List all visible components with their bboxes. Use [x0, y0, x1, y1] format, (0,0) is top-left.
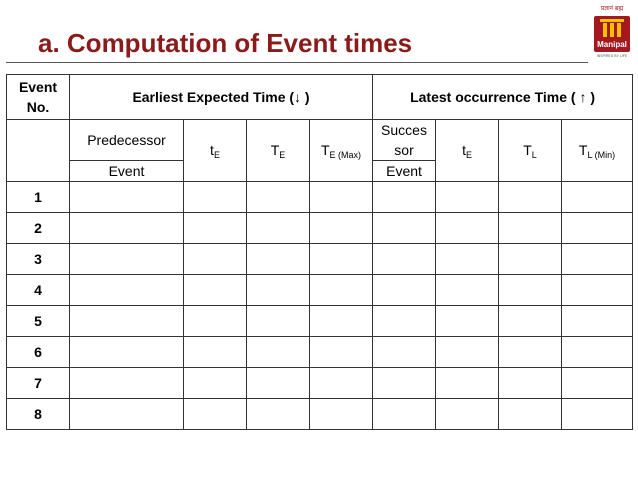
- event-number-cell: 4: [7, 275, 70, 306]
- table-row: [7, 244, 633, 275]
- table-cell: [499, 182, 562, 213]
- table-cell: [562, 337, 633, 368]
- table-cell: [499, 306, 562, 337]
- TE-max-header: $T_{E (Max)}$: [310, 120, 373, 182]
- table-cell: [70, 399, 184, 430]
- table-cell: [436, 337, 499, 368]
- event-no-sub-cell: [7, 120, 70, 182]
- table-cell: [373, 399, 436, 430]
- table-row: [7, 337, 633, 368]
- table-cell: [247, 306, 310, 337]
- table-cell: [499, 337, 562, 368]
- table-cell: [436, 399, 499, 430]
- table-cell: [70, 368, 184, 399]
- table-cell: [184, 213, 247, 244]
- table-cell: [310, 244, 373, 275]
- table-cell: [436, 368, 499, 399]
- table-cell: [70, 337, 184, 368]
- predecessor-event-label: Event: [70, 161, 184, 182]
- table-cell: [562, 368, 633, 399]
- table-cell: [310, 182, 373, 213]
- table-cell: [562, 244, 633, 275]
- table-cell: [436, 244, 499, 275]
- event-number-cell: 6: [7, 337, 70, 368]
- table-cell: [436, 213, 499, 244]
- successor-header: Succes sor: [373, 120, 436, 161]
- table-cell: [310, 275, 373, 306]
- table-cell: [436, 182, 499, 213]
- table-cell: [373, 368, 436, 399]
- table-cell: [373, 275, 436, 306]
- table-cell: [310, 213, 373, 244]
- title-divider: [6, 62, 588, 63]
- TL-header: $T_L$: [499, 120, 562, 182]
- event-no-header: Event No.: [7, 75, 70, 120]
- table-cell: [247, 275, 310, 306]
- table-cell: [562, 275, 633, 306]
- table-cell: [499, 244, 562, 275]
- successor-event-label: Event: [373, 161, 436, 182]
- table-cell: [184, 368, 247, 399]
- table-cell: [184, 337, 247, 368]
- table-cell: [310, 306, 373, 337]
- event-number-cell: 1: [7, 182, 70, 213]
- table-cell: [562, 182, 633, 213]
- table-cell: [70, 306, 184, 337]
- manipal-logo: [590, 2, 634, 62]
- table-cell: [70, 213, 184, 244]
- table-cell: [184, 182, 247, 213]
- TE-header: $T_E$: [247, 120, 310, 182]
- logo-emblem-icon: [594, 16, 630, 40]
- event-number-cell: 5: [7, 306, 70, 337]
- table-row: [7, 213, 633, 244]
- logo-brand: Manipal: [597, 40, 627, 49]
- table-cell: [247, 182, 310, 213]
- table-cell: [310, 399, 373, 430]
- table-cell: [247, 337, 310, 368]
- table-cell: [436, 306, 499, 337]
- table-cell: [373, 213, 436, 244]
- tE-header: $t_E$: [184, 120, 247, 182]
- table-cell: [499, 399, 562, 430]
- table-cell: [373, 306, 436, 337]
- table-cell: [310, 368, 373, 399]
- table-cell: [562, 399, 633, 430]
- table-cell: [436, 275, 499, 306]
- table-cell: [373, 337, 436, 368]
- table-cell: [562, 306, 633, 337]
- event-times-table: [6, 74, 633, 430]
- table-cell: [562, 213, 633, 244]
- table-cell: [184, 399, 247, 430]
- predecessor-header: Predecessor: [70, 120, 184, 161]
- table-cell: [184, 275, 247, 306]
- event-number-cell: 3: [7, 244, 70, 275]
- TL-min-header: $T_{L (Min)}$: [562, 120, 633, 182]
- table-cell: [247, 399, 310, 430]
- table-row: [7, 306, 633, 337]
- table-row: [7, 275, 633, 306]
- table-cell: [373, 244, 436, 275]
- table-cell: [499, 368, 562, 399]
- logo-tagline: INSPIRED BY LIFE: [596, 54, 628, 58]
- table-cell: [310, 337, 373, 368]
- event-number-cell: 2: [7, 213, 70, 244]
- table-cell: [499, 275, 562, 306]
- latest-occurrence-time-header: Latest occurrence Time ( ↑ ): [373, 75, 633, 120]
- event-number-cell: 8: [7, 399, 70, 430]
- page-title: a. Computation of Event times: [38, 28, 413, 58]
- table-cell: [70, 244, 184, 275]
- event-number-cell: 7: [7, 368, 70, 399]
- table-cell: [247, 368, 310, 399]
- logo-top-text: प्रज्ञानं ब्रह्म: [600, 5, 624, 12]
- tE-latest-header: $t_E$: [436, 120, 499, 182]
- table-row: [7, 182, 633, 213]
- table-row: [7, 399, 633, 430]
- table-cell: [184, 306, 247, 337]
- table-cell: [373, 182, 436, 213]
- table-cell: [70, 182, 184, 213]
- table-cell: [247, 213, 310, 244]
- table-row: [7, 368, 633, 399]
- table-cell: [184, 244, 247, 275]
- table-cell: [70, 275, 184, 306]
- table-cell: [499, 213, 562, 244]
- earliest-expected-time-header: Earliest Expected Time (↓ ): [70, 75, 373, 120]
- table-cell: [247, 244, 310, 275]
